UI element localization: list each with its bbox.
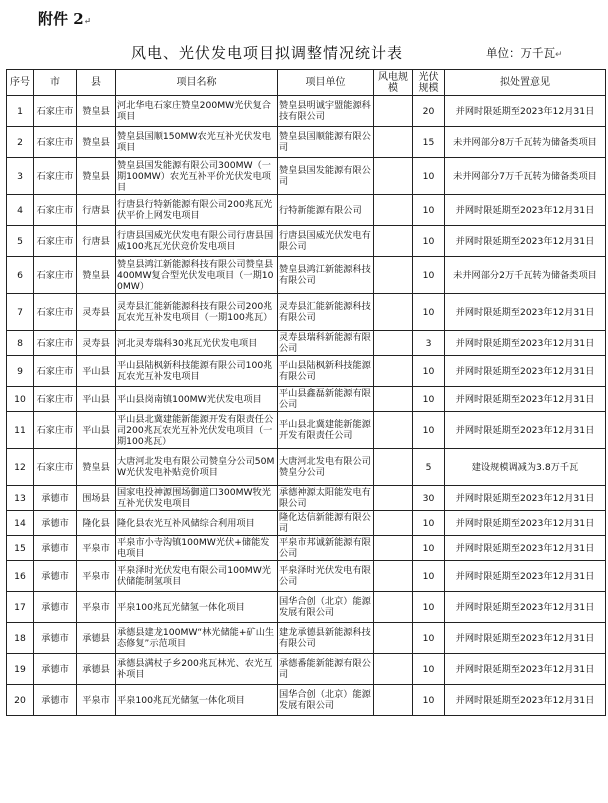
row-no: 7	[7, 294, 34, 331]
row-pv-scale: 15	[413, 127, 445, 158]
projects-table	[6, 69, 606, 716]
row-no: 20	[7, 685, 34, 716]
row-project-unit: 平山县北冀建能新能源开发有限责任公司	[278, 412, 374, 449]
row-project-unit: 赞皇县鸿江新能源科技有限公司	[278, 257, 374, 294]
table-body	[7, 96, 606, 716]
table-row	[7, 412, 606, 449]
row-wind-scale	[374, 356, 413, 387]
row-no: 15	[7, 536, 34, 561]
row-city: 石家庄市	[34, 96, 77, 127]
row-project-name: 平泉泽时光伏发电有限公司100MW光伏储能制氢项目	[116, 561, 278, 592]
table-row	[7, 127, 606, 158]
row-project-unit: 平泉市邦诚新能源有限公司	[278, 536, 374, 561]
row-project-name: 赞皇县国发能源有限公司300MW（一期100MW）农光互补平价光伏发电项目	[116, 158, 278, 195]
row-project-name: 承德县满杖子乡200兆瓦林光、农光互补项目	[116, 654, 278, 685]
row-county: 灵寿县	[77, 294, 116, 331]
row-opinion: 未并网部分2万千瓦转为储备类项目	[445, 257, 606, 294]
row-city: 承德市	[34, 654, 77, 685]
row-project-unit: 隆化达信新能源有限公司	[278, 511, 374, 536]
row-opinion: 并网时限延期至2023年12月31日	[445, 654, 606, 685]
row-project-name: 赞皇县鸿江新能源科技有限公司赞皇县400MW复合型光伏发电项目（一期100MW）	[116, 257, 278, 294]
row-project-unit: 行特新能源有限公司	[278, 195, 374, 226]
row-pv-scale: 10	[413, 226, 445, 257]
row-city: 承德市	[34, 685, 77, 716]
row-wind-scale	[374, 592, 413, 623]
table-row	[7, 623, 606, 654]
row-project-name: 平泉市小寺沟镇100MW光伏+储能发电项目	[116, 536, 278, 561]
header-opinion: 拟处置意见	[445, 70, 606, 96]
row-no: 9	[7, 356, 34, 387]
row-opinion: 并网时限延期至2023年12月31日	[445, 356, 606, 387]
row-county: 承德县	[77, 654, 116, 685]
row-opinion: 并网时限延期至2023年12月31日	[445, 511, 606, 536]
row-project-unit: 承德番能新能源有限公司	[278, 654, 374, 685]
row-county: 隆化县	[77, 511, 116, 536]
row-county: 平山县	[77, 387, 116, 412]
row-opinion: 并网时限延期至2023年12月31日	[445, 387, 606, 412]
row-pv-scale: 10	[413, 561, 445, 592]
row-wind-scale	[374, 387, 413, 412]
row-project-unit: 国华合创（北京）能源发展有限公司	[278, 685, 374, 716]
row-project-name: 平山县北冀建能新能源开发有限责任公司200兆瓦农光互补光伏发电项目（一期100兆瓦）	[116, 412, 278, 449]
row-project-name: 国家电投神源围场御道口300MW牧光互补光伏发电项目	[116, 486, 278, 511]
row-pv-scale: 10	[413, 158, 445, 195]
row-no: 13	[7, 486, 34, 511]
row-project-name: 隆化县农光互补风储综合利用项目	[116, 511, 278, 536]
row-city: 石家庄市	[34, 226, 77, 257]
row-county: 承德县	[77, 623, 116, 654]
row-city: 石家庄市	[34, 356, 77, 387]
row-opinion: 未并网部分8万千瓦转为储备类项目	[445, 127, 606, 158]
table-row	[7, 536, 606, 561]
table-row	[7, 685, 606, 716]
table-row	[7, 387, 606, 412]
unit-label: 单位：万千瓦↵	[486, 46, 563, 60]
row-county: 平泉市	[77, 561, 116, 592]
row-pv-scale: 10	[413, 511, 445, 536]
row-wind-scale	[374, 96, 413, 127]
row-pv-scale: 3	[413, 331, 445, 356]
table-row	[7, 294, 606, 331]
table-row	[7, 511, 606, 536]
row-city: 石家庄市	[34, 158, 77, 195]
row-pv-scale: 10	[413, 356, 445, 387]
row-project-name: 行唐县行特新能源有限公司200兆瓦光伏平价上网发电项目	[116, 195, 278, 226]
row-project-unit: 赞皇县明诚宇盟能源科技有限公司	[278, 96, 374, 127]
row-pv-scale: 10	[413, 685, 445, 716]
attachment-label: 附件 2↵	[38, 10, 92, 28]
header-pv-scale: 光伏规模	[413, 70, 445, 96]
row-opinion: 并网时限延期至2023年12月31日	[445, 486, 606, 511]
row-city: 石家庄市	[34, 195, 77, 226]
row-city: 承德市	[34, 561, 77, 592]
table-row	[7, 158, 606, 195]
row-opinion: 并网时限延期至2023年12月31日	[445, 623, 606, 654]
row-no: 8	[7, 331, 34, 356]
row-city: 石家庄市	[34, 257, 77, 294]
row-county: 平山县	[77, 356, 116, 387]
row-county: 赞皇县	[77, 257, 116, 294]
title-row	[0, 42, 608, 64]
row-no: 3	[7, 158, 34, 195]
row-wind-scale	[374, 226, 413, 257]
row-wind-scale	[374, 536, 413, 561]
row-pv-scale: 30	[413, 486, 445, 511]
row-county: 赞皇县	[77, 127, 116, 158]
row-wind-scale	[374, 294, 413, 331]
row-project-name: 大唐河北发电有限公司赞皇分公司50MW光伏发电补贴竞价项目	[116, 449, 278, 486]
table-row	[7, 449, 606, 486]
row-no: 5	[7, 226, 34, 257]
row-pv-scale: 10	[413, 412, 445, 449]
header-city: 市	[34, 70, 77, 96]
row-city: 石家庄市	[34, 294, 77, 331]
row-county: 围场县	[77, 486, 116, 511]
row-opinion: 并网时限延期至2023年12月31日	[445, 536, 606, 561]
row-project-unit: 大唐河北发电有限公司赞皇分公司	[278, 449, 374, 486]
row-wind-scale	[374, 257, 413, 294]
row-county: 赞皇县	[77, 449, 116, 486]
row-county: 平泉市	[77, 592, 116, 623]
row-project-name: 平泉100兆瓦光储氢一体化项目	[116, 685, 278, 716]
row-opinion: 并网时限延期至2023年12月31日	[445, 412, 606, 449]
row-pv-scale: 10	[413, 536, 445, 561]
header-no: 序号	[7, 70, 34, 96]
row-project-name: 河北灵寿瑞科30兆瓦光伏发电项目	[116, 331, 278, 356]
row-project-unit: 灵寿县汇能新能源科技有限公司	[278, 294, 374, 331]
row-county: 平泉市	[77, 536, 116, 561]
row-city: 石家庄市	[34, 331, 77, 356]
row-opinion: 并网时限延期至2023年12月31日	[445, 226, 606, 257]
row-pv-scale: 5	[413, 449, 445, 486]
row-no: 19	[7, 654, 34, 685]
row-project-unit: 平泉泽时光伏发电有限公司	[278, 561, 374, 592]
table-row	[7, 654, 606, 685]
table-row	[7, 486, 606, 511]
row-county: 行唐县	[77, 226, 116, 257]
row-project-unit: 行唐县国威光伏发电有限公司	[278, 226, 374, 257]
table-row	[7, 195, 606, 226]
header-project-name: 项目名称	[116, 70, 278, 96]
row-opinion: 并网时限延期至2023年12月31日	[445, 561, 606, 592]
row-pv-scale: 10	[413, 387, 445, 412]
row-county: 赞皇县	[77, 96, 116, 127]
row-project-name: 河北华电石家庄赞皇200MW光伏复合项目	[116, 96, 278, 127]
table-row	[7, 331, 606, 356]
row-wind-scale	[374, 685, 413, 716]
row-wind-scale	[374, 561, 413, 592]
row-no: 16	[7, 561, 34, 592]
table-row	[7, 592, 606, 623]
row-opinion: 未并网部分7万千瓦转为储备类项目	[445, 158, 606, 195]
row-project-name: 赞皇县国顺150MW农光互补光伏发电项目	[116, 127, 278, 158]
row-project-name: 平山县岗南镇100MW光伏发电项目	[116, 387, 278, 412]
row-city: 承德市	[34, 486, 77, 511]
table-header-row	[7, 70, 606, 96]
row-wind-scale	[374, 331, 413, 356]
row-city: 承德市	[34, 536, 77, 561]
row-wind-scale	[374, 127, 413, 158]
row-city: 承德市	[34, 623, 77, 654]
row-project-unit: 赞皇县国发能源有限公司	[278, 158, 374, 195]
row-project-unit: 国华合创（北京）能源发展有限公司	[278, 592, 374, 623]
row-project-name: 灵寿县汇能新能源科技有限公司200兆瓦农光互补发电项目（一期100兆瓦）	[116, 294, 278, 331]
row-project-unit: 灵寿县瑞科新能源有限公司	[278, 331, 374, 356]
row-wind-scale	[374, 195, 413, 226]
row-pv-scale: 10	[413, 257, 445, 294]
row-city: 石家庄市	[34, 127, 77, 158]
row-city: 承德市	[34, 592, 77, 623]
table-row	[7, 561, 606, 592]
row-city: 石家庄市	[34, 387, 77, 412]
row-city: 石家庄市	[34, 449, 77, 486]
row-wind-scale	[374, 486, 413, 511]
row-project-unit: 建龙承德县新能源科技有限公司	[278, 623, 374, 654]
row-county: 赞皇县	[77, 158, 116, 195]
row-no: 10	[7, 387, 34, 412]
row-no: 18	[7, 623, 34, 654]
row-no: 4	[7, 195, 34, 226]
row-county: 平山县	[77, 412, 116, 449]
row-opinion: 并网时限延期至2023年12月31日	[445, 294, 606, 331]
row-project-unit: 平山县陆枫新科技能源有限公司	[278, 356, 374, 387]
row-city: 承德市	[34, 511, 77, 536]
row-project-name: 承德县建龙100MW“林光储能+矿山生态修复”示范项目	[116, 623, 278, 654]
row-wind-scale	[374, 511, 413, 536]
header-county: 县	[77, 70, 116, 96]
row-opinion: 并网时限延期至2023年12月31日	[445, 685, 606, 716]
row-project-unit: 承德神源太阳能发电有限公司	[278, 486, 374, 511]
row-wind-scale	[374, 449, 413, 486]
header-project-unit: 项目单位	[278, 70, 374, 96]
row-pv-scale: 10	[413, 654, 445, 685]
row-wind-scale	[374, 623, 413, 654]
table-row	[7, 257, 606, 294]
header-wind-scale: 风电规模	[374, 70, 413, 96]
row-no: 12	[7, 449, 34, 486]
row-project-unit: 赞皇县国顺能源有限公司	[278, 127, 374, 158]
row-project-name: 行唐县国威光伏发电有限公司行唐县国威100兆瓦光伏竞价发电项目	[116, 226, 278, 257]
row-project-name: 平山县陆枫新科技能源有限公司100兆瓦农光互补发电项目	[116, 356, 278, 387]
row-county: 灵寿县	[77, 331, 116, 356]
table-row	[7, 356, 606, 387]
row-county: 行唐县	[77, 195, 116, 226]
row-county: 平泉市	[77, 685, 116, 716]
row-no: 17	[7, 592, 34, 623]
row-opinion: 并网时限延期至2023年12月31日	[445, 331, 606, 356]
row-pv-scale: 10	[413, 592, 445, 623]
row-no: 2	[7, 127, 34, 158]
row-pv-scale: 20	[413, 96, 445, 127]
row-no: 6	[7, 257, 34, 294]
row-wind-scale	[374, 158, 413, 195]
row-pv-scale: 10	[413, 623, 445, 654]
row-pv-scale: 10	[413, 294, 445, 331]
row-opinion: 并网时限延期至2023年12月31日	[445, 195, 606, 226]
row-no: 11	[7, 412, 34, 449]
row-wind-scale	[374, 412, 413, 449]
row-project-name: 平泉100兆瓦光储氢一体化项目	[116, 592, 278, 623]
row-opinion: 建设规模调减为3.8万千瓦	[445, 449, 606, 486]
row-opinion: 并网时限延期至2023年12月31日	[445, 592, 606, 623]
row-wind-scale	[374, 654, 413, 685]
row-project-unit: 平山县鑫磊新能源有限公司	[278, 387, 374, 412]
table-row	[7, 226, 606, 257]
row-pv-scale: 10	[413, 195, 445, 226]
row-city: 石家庄市	[34, 412, 77, 449]
row-no: 1	[7, 96, 34, 127]
row-opinion: 并网时限延期至2023年12月31日	[445, 96, 606, 127]
page-title: 风电、光伏发电项目拟调整情况统计表	[131, 44, 404, 62]
table-row	[7, 96, 606, 127]
row-no: 14	[7, 511, 34, 536]
